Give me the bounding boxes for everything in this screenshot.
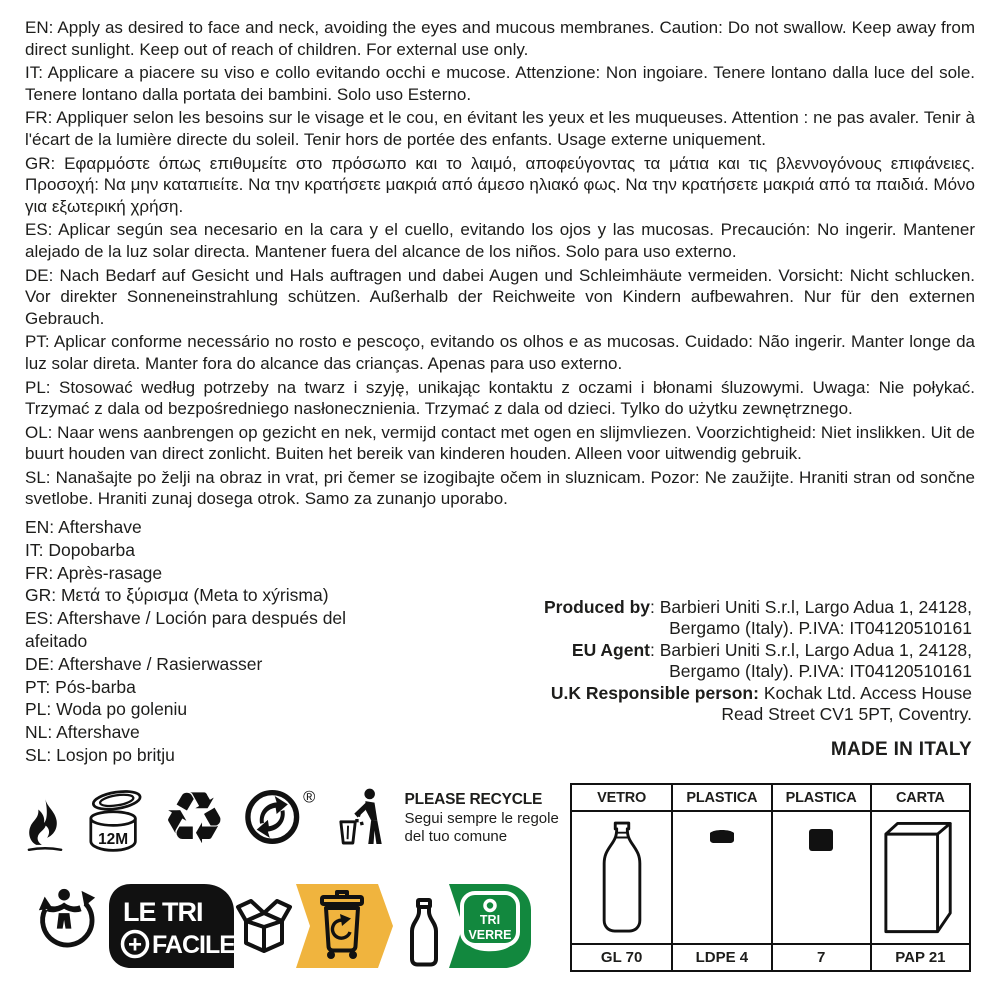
triman-icon	[35, 884, 99, 950]
name-pl: PL: Woda po goleniu	[25, 699, 188, 720]
green-dot-icon	[245, 786, 319, 846]
please-recycle-title: PLEASE RECYCLE	[404, 791, 543, 808]
name-it: IT: Dopobarba	[25, 539, 135, 560]
please-recycle-line2: del tuo comune	[404, 828, 508, 845]
materials-table	[570, 783, 971, 972]
material-cell-carton	[870, 812, 969, 943]
material-header-plastica-1: PLASTICA	[671, 785, 770, 812]
name-pt: PT: Pós-barba	[25, 676, 136, 697]
warnings-section	[25, 17, 975, 512]
name-sl: SL: Losjon po britju	[25, 744, 175, 765]
recycling-mobius-icon: ♻	[162, 776, 227, 860]
name-es: ES: Aftershave / Loción para después del afeitado	[25, 608, 347, 651]
material-code-gl70: GL 70	[572, 943, 671, 970]
warning-pt: PT: Aplicar conforme necessário no rosto e pescoço, evitando os olhos e as mucosas. Cuidado: Não ingerir. Manter longe da luz solar direta. Manter fora do alcance das crianças. Apenas para uso externo.	[25, 332, 975, 373]
tidyman-icon	[337, 786, 387, 850]
verre-label: VERRE	[468, 928, 512, 942]
bottle-icon	[412, 900, 436, 965]
plus-glyph: +	[127, 931, 143, 959]
material-code-ldpe4: LDPE 4	[671, 943, 770, 970]
flammable-icon	[24, 786, 66, 866]
material-header-vetro: VETRO	[572, 785, 671, 812]
warning-it: IT: Applicare a piacere su viso e collo evitando occhi e mucose. Attenzione: Non ingoiare. Tenere lontano dalla luce del sole. Tenere lontano dalla portata dei bambini. Solo uso Esterno.	[25, 63, 975, 104]
producer-line: Produced by: Barbieri Uniti S.r.l, Largo Adua 1, 24128,	[544, 597, 972, 617]
glass-bottle-icon	[595, 819, 649, 937]
wheelie-bin-icon	[322, 892, 362, 959]
registered-trademark-symbol: ®	[302, 787, 315, 807]
warning-de: DE: Nach Bedarf auf Gesicht und Hals auftragen und dabei Augen und Schleimhäute vermeiden. Vorsicht: Nicht schlucken. Vor direkter Sonneneinstrahlung schützen. Außerhalb der Reichweite von Kindern aufbewahren. Nur für den externen Gebrauch.	[25, 265, 975, 328]
plastic-cap-square-icon	[808, 828, 834, 852]
name-de: DE: Aftershave / Rasierwasser	[25, 653, 263, 674]
le-tri-label: LE TRI	[123, 897, 203, 927]
producer-section	[502, 597, 972, 761]
producer-line: Read Street CV1 5PT, Coventry.	[721, 704, 972, 725]
name-en: EN: Aftershave	[25, 517, 142, 537]
material-cell-cap-2	[771, 812, 870, 943]
producer-line: Bergamo (Italy). P.IVA: IT04120510161	[669, 661, 972, 682]
name-fr: FR: Après-rasage	[25, 562, 163, 583]
material-cell-glass	[572, 812, 671, 943]
producer-line: U.K Responsible person: Kochak Ltd. Access House	[550, 682, 972, 703]
warning-nl: OL: Naar wens aanbrengen op gezicht en nek, vermijd contact met ogen en slijmvliezen. Voorzichtigheid: Niet inslikken. Uit de buurt houden van direct zonlicht. Buiten het bereik van kinderen houden. Alleen voor uitwendig gebruik.	[25, 422, 975, 464]
producer-line: Bergamo (Italy). P.IVA: IT04120510161	[669, 618, 972, 639]
material-cell-cap-1	[671, 812, 770, 943]
facile-label: FACILE	[152, 931, 235, 959]
pao-months-label: 12M	[98, 831, 129, 848]
warning-en: EN: Apply as desired to face and neck, avoiding the eyes and mucous membranes. Caution: Do not swallow. Keep away from direct sunlight. Keep out of reach of children. For external use only.	[25, 18, 975, 59]
name-gr: GR: Μετά το ξύρισμα (Meta to xýrisma)	[25, 585, 329, 606]
tri-label: TRI	[479, 913, 501, 927]
tri-facile-banner	[106, 881, 534, 971]
tri-verre-icon	[462, 893, 518, 951]
warning-sl: SL: Nanašajte po želji na obraz in vrat, pri čemer se izogibajte očem in sluznicam. Pozor: Ne zaužijte. Hraniti stran od sončne svetlobe. Hraniti zunaj dosega otrok. Samo za zunanjo uporabo.	[25, 467, 975, 509]
material-header-carta: CARTA	[870, 785, 969, 812]
product-names-section	[25, 516, 355, 767]
material-header-plastica-2: PLASTICA	[771, 785, 870, 812]
warning-es: ES: Aplicar según sea necesario en la cara y el cuello, evitando los ojos y las mucosas. Precaución: No ingerir. Mantener alejado de la luz solar directa. Mantener fuera del alcance de los niños. Solo para uso externo.	[25, 220, 975, 261]
material-code-7: 7	[771, 943, 870, 970]
pictogram-row	[24, 776, 559, 866]
warning-fr: FR: Appliquer selon les besoins sur le visage et le cou, en évitant les yeux et les muqueuses. Attention : ne pas avaler. Tenir à l'écart de la lumière directe du soleil. Tenir hors de portée des enfants. Usage externe uniquement.	[25, 108, 975, 149]
warning-pl: PL: Stosować według potrzeby na twarz i szyję, unikając kontaktu z oczami i błonami śluzowymi. Uwaga: Nie połykać. Trzymać z dala od bezpośredniego nasłonecznienia. Trzymać z dala od dzieci. Tylko do użytku zewnętrznego.	[25, 377, 975, 419]
made-in-italy: MADE IN ITALY	[830, 739, 972, 761]
producer-line: EU Agent: Barbieri Uniti S.r.l, Largo Adua 1, 24128,	[571, 639, 972, 660]
name-nl: NL: Aftershave	[25, 722, 140, 743]
please-recycle-note	[405, 786, 559, 847]
material-code-pap21: PAP 21	[870, 943, 969, 970]
warning-gr: GR: Εφαρμόστε όπως επιθυμείτε στο πρόσωπο και το λαιμό, αποφεύγοντας τα μάτια και τις βλεννογόνους επιφάνειες. Προσοχή: Να μην καταπιείτε. Να την κρατήσετε μακριά από άμεσο ηλιακό φως. Να την κρατήσετε μακριά από τα παιδιά. Μόνο για εξωτερική χρήση.	[25, 153, 975, 216]
cardboard-box-icon	[238, 901, 290, 951]
plastic-cap-icon	[708, 828, 736, 844]
please-recycle-line1: Segui sempre le regole	[404, 809, 559, 827]
period-after-opening-icon	[84, 786, 144, 862]
carton-box-icon	[881, 819, 959, 937]
